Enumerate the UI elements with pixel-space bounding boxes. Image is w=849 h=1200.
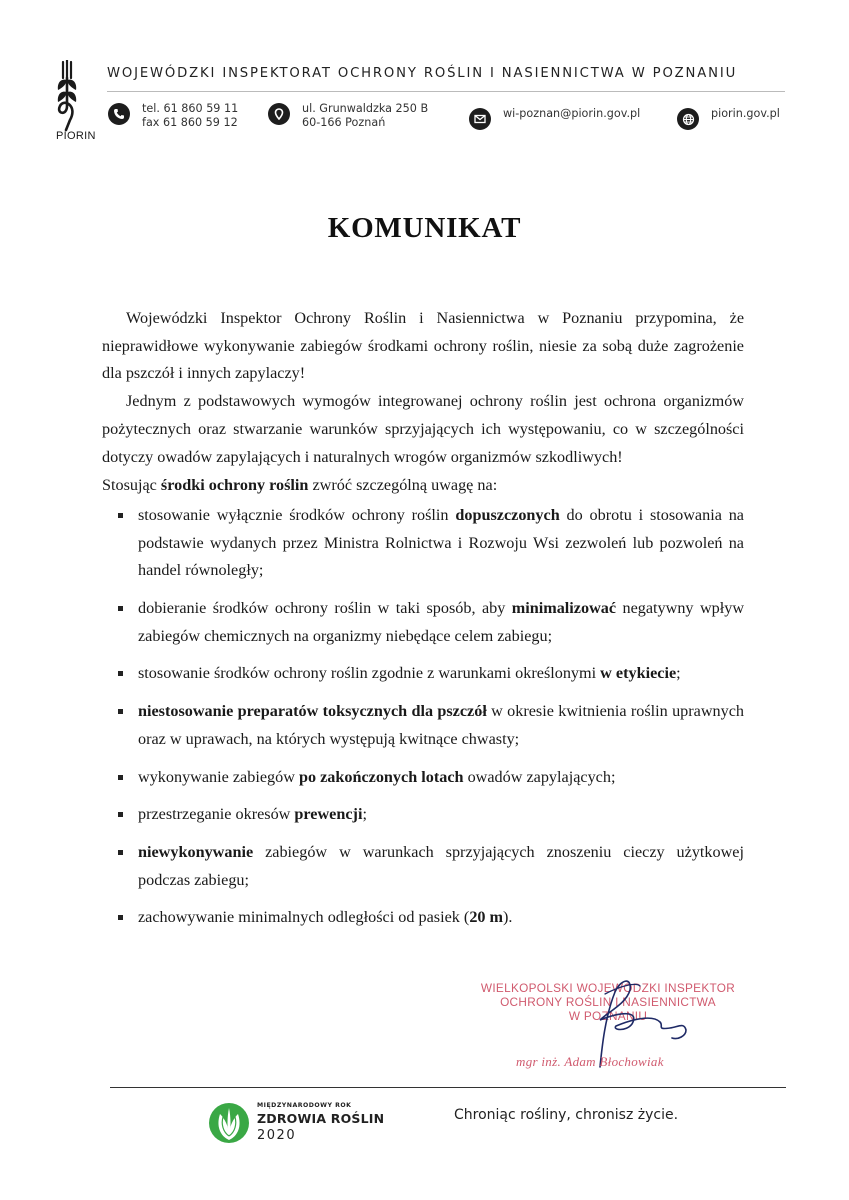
- list-item: wykonywanie zabiegów po zakończonych lotach owadów zapylających;: [102, 764, 744, 792]
- stamp-line3: W POZNANIU: [568, 1009, 648, 1023]
- fax-number: fax 61 860 59 12: [142, 116, 238, 129]
- list-item: przestrzeganie okresów prewencji;: [102, 801, 744, 829]
- document-body: [102, 305, 744, 932]
- contact-email: [469, 107, 640, 130]
- plant-health-year-title: ZDROWIA ROŚLIN: [257, 1111, 385, 1126]
- list-item: dobieranie środków ochrony roślin w taki sposób, aby minimalizować negatywny wpływ zabiegów chemicznych na organizmy niebędące celem zabiegu;: [102, 595, 744, 650]
- contact-address: [268, 102, 428, 130]
- phone-number: tel. 61 860 59 11: [142, 102, 239, 115]
- list-item: niewykonywanie zabiegów w warunkach sprzyjających znoszeniu cieczy użytkowej podczas zabiegu;: [102, 839, 744, 894]
- globe-icon: [677, 108, 699, 130]
- plant-health-year-caption: MIĘDZYNARODOWY ROK: [257, 1102, 352, 1109]
- address-line2: 60-166 Poznań: [302, 116, 386, 129]
- document-title: KOMUNIKAT: [327, 212, 522, 244]
- guidelines-list: [102, 502, 744, 932]
- paragraph-intro: Wojewódzki Inspektor Ochrony Roślin i Nasiennictwa w Poznaniu przypomina, że nieprawidłowe wykonywanie zabiegów środkami ochrony roślin, niesie za sobą duże zagrożenie dla pszczół i innych zapylaczy!: [102, 309, 744, 383]
- email-icon: [469, 108, 491, 130]
- list-item: zachowywanie minimalnych odległości od pasiek (20 m).: [102, 904, 744, 932]
- paragraph-instructions: Stosując środki ochrony roślin zwróć szczególną uwagę na:: [102, 476, 498, 495]
- website-address[interactable]: piorin.gov.pl: [711, 107, 780, 120]
- stamp-line2: OCHRONY ROŚLIN I NASIENNICTWA: [500, 995, 716, 1009]
- phone-icon: [108, 103, 130, 125]
- list-item: stosowanie wyłącznie środków ochrony roślin dopuszczonych do obrotu i stosowania na podstawie wydanych przez Ministra Rolnictwa i Rozwoju Wsi zezwoleń lub pozwoleń na handel równoległy;: [102, 502, 744, 585]
- header-divider: [107, 91, 785, 92]
- footer-divider: [110, 1087, 786, 1088]
- organization-name: WOJEWÓDZKI INSPEKTORAT OCHRONY ROŚLIN I NASIENNICTWA W POZNANIU: [107, 66, 738, 81]
- paragraph-requirements: Jednym z podstawowych wymogów integrowanej ochrony roślin jest ochrona organizmów pożytecznych oraz stwarzanie warunków sprzyjających ich występowaniu, co w szczególności dotyczy owadów zapylających i naturalnych wrogów organizmów szkodliwych!: [102, 392, 744, 466]
- signer-name: mgr inż. Adam Błochowiak: [516, 1054, 664, 1069]
- list-item: niestosowanie preparatów toksycznych dla pszczół w okresie kwitnienia roślin uprawnych oraz w uprawach, na których występują kwitnące chwasty;: [102, 698, 744, 753]
- address-line1: ul. Grunwaldzka 250 B: [302, 102, 429, 115]
- plant-health-year-number: 2020: [257, 1128, 297, 1143]
- footer-slogan: Chroniąc rośliny, chronisz życie.: [454, 1107, 679, 1123]
- stamp-line1: WIELKOPOLSKI WOJEWÓDZKI INSPEKTOR: [480, 981, 736, 995]
- location-icon: [268, 103, 290, 125]
- email-address[interactable]: wi-poznan@piorin.gov.pl: [503, 107, 641, 120]
- plant-health-year-logo: [208, 1102, 250, 1144]
- logo-text: PIORIN: [56, 130, 96, 142]
- list-item: stosowanie środków ochrony roślin zgodnie z warunkami określonymi w etykiecie;: [102, 660, 744, 688]
- contact-phone: [108, 102, 238, 130]
- contact-website: [677, 107, 780, 130]
